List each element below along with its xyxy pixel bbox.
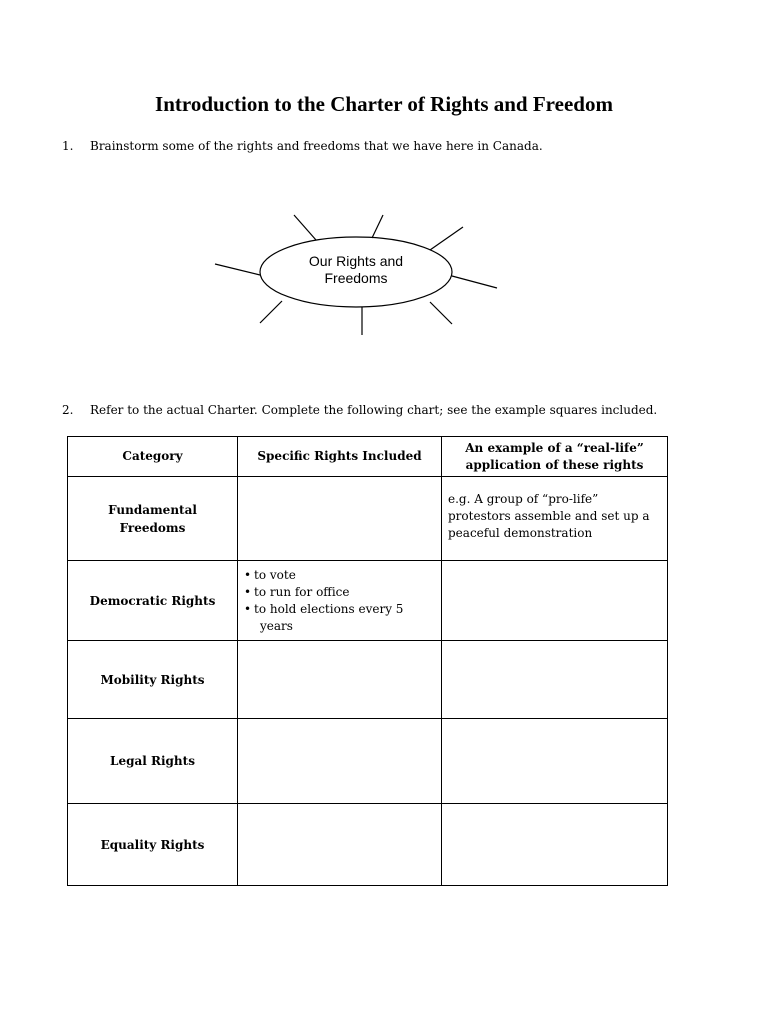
table-row xyxy=(68,561,668,641)
question-1-text: Brainstorm some of the rights and freedoms that we have here in Canada. xyxy=(90,139,543,153)
list-item: • to hold elections every 5 xyxy=(244,601,441,618)
page-title: Introduction to the Charter of Rights and Freedom xyxy=(155,92,613,116)
specific-rights-cell[interactable] xyxy=(238,561,442,641)
example-cell[interactable] xyxy=(442,641,668,719)
spoke-line xyxy=(430,227,463,250)
question-2-text: Refer to the actual Charter. Complete the following chart; see the example squares included. xyxy=(90,403,658,417)
header-specific-rights: Specific Rights Included xyxy=(238,437,442,477)
header-example-line-1: An example of a “real-life” xyxy=(465,440,644,455)
category-line-1: Equality Rights xyxy=(100,837,205,852)
list-item: • to vote xyxy=(244,567,441,584)
specific-rights-cell[interactable] xyxy=(238,477,442,561)
category-cell xyxy=(68,561,238,641)
table-row xyxy=(68,477,668,561)
example-line-1: e.g. A group of “pro-life” xyxy=(448,492,599,506)
header-category: Category xyxy=(68,437,238,477)
question-1 xyxy=(62,138,543,154)
category-cell xyxy=(68,719,238,804)
diagram-label-line-2: Freedoms xyxy=(324,270,388,286)
list-item-continuation: years xyxy=(260,619,293,633)
example-cell[interactable] xyxy=(442,561,668,641)
diagram-label-line-1: Our Rights and xyxy=(308,253,404,269)
spoke-line xyxy=(294,215,316,240)
header-example xyxy=(442,437,668,477)
rights-chart xyxy=(67,436,668,886)
question-1-number: 1. xyxy=(62,139,74,153)
spoke-line xyxy=(260,301,282,323)
spoke-line xyxy=(430,302,452,324)
table-row xyxy=(68,719,668,804)
rights-list xyxy=(238,561,441,618)
spoke-line xyxy=(372,215,383,238)
category-line-1: Fundamental xyxy=(108,502,197,517)
table-row xyxy=(68,804,668,886)
diagram-center-label xyxy=(262,253,450,287)
example-line-3: peaceful demonstration xyxy=(448,526,593,540)
list-item: • to run for office xyxy=(244,584,441,601)
category-line-1: Mobility Rights xyxy=(100,672,205,687)
category-line-1: Democratic Rights xyxy=(89,593,216,608)
category-line-2: Freedoms xyxy=(119,520,186,535)
question-2 xyxy=(62,402,657,418)
header-example-line-2: application of these rights xyxy=(465,457,644,472)
specific-rights-cell[interactable] xyxy=(238,719,442,804)
center-ellipse xyxy=(260,237,452,307)
table-row xyxy=(68,641,668,719)
example-cell[interactable] xyxy=(442,804,668,886)
spoke-line xyxy=(215,264,260,275)
example-cell[interactable] xyxy=(442,477,668,561)
category-line-1: Legal Rights xyxy=(110,754,195,768)
question-2-number: 2. xyxy=(62,403,74,417)
chart-header-row xyxy=(68,437,668,477)
example-line-2: protestors assemble and set up a xyxy=(448,509,650,523)
spoke-line xyxy=(452,276,497,288)
specific-rights-cell[interactable] xyxy=(238,804,442,886)
category-cell xyxy=(68,804,238,886)
specific-rights-cell[interactable] xyxy=(238,641,442,719)
category-cell xyxy=(68,477,238,561)
category-cell xyxy=(68,641,238,719)
example-cell[interactable] xyxy=(442,719,668,804)
